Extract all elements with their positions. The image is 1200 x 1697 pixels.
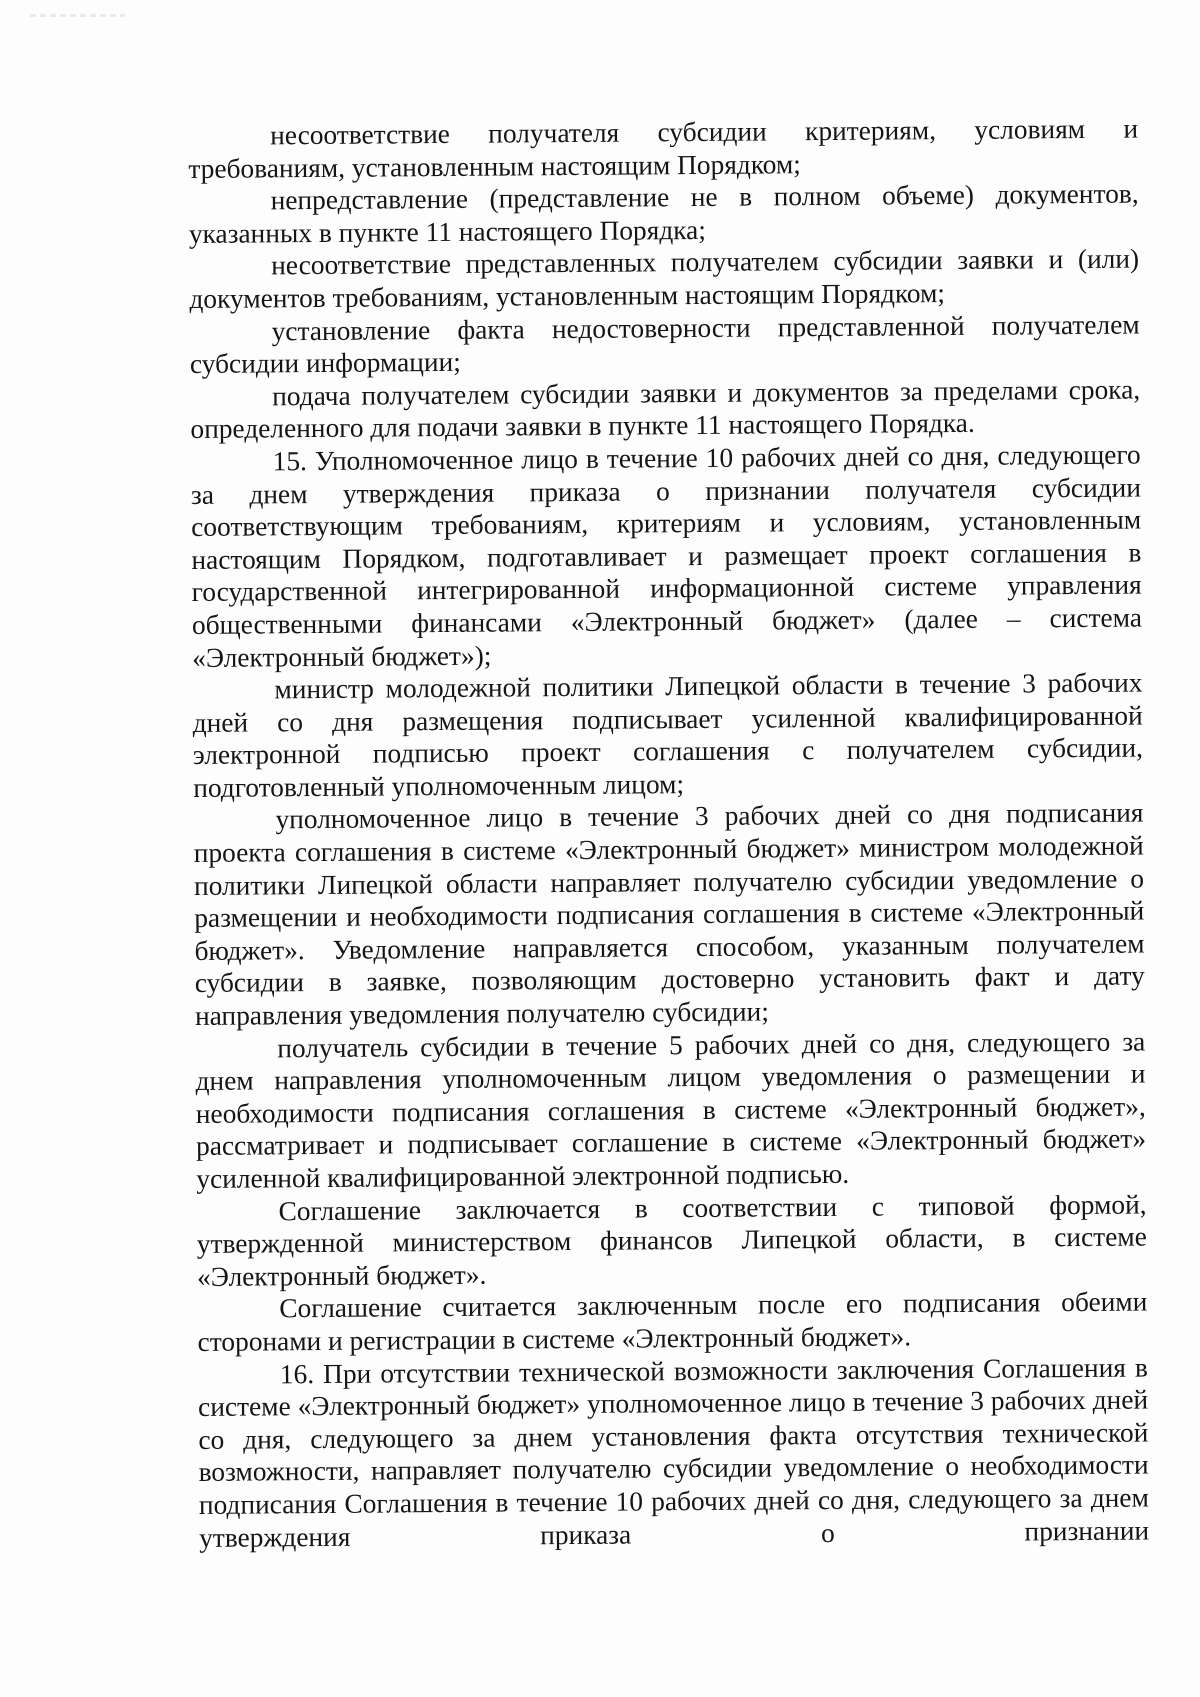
document-body [188,113,1149,1555]
paragraph: 15. Уполномоченное лицо в течение 10 рабочих дней со дня, следующего за днем утверждения приказа о признании получателя субсидии соответствующим требованиям, критериям и условиям, установленным настоящим Порядком, подготавливает и размещает проект соглашения в государственной интегрированной информационной системе управления общественными финансами «Электронный бюджет» (далее – система «Электронный бюджет»); [190,439,1143,673]
paragraph: непредставление (представление не в полном объеме) документов, указанных в пункте 11 настоящего Порядка; [188,178,1139,249]
paragraph: министр молодежной политики Липецкой области в течение 3 рабочих дней со дня размещения подписывает усиленной квалифицированной электронной подписью проект соглашения с получателем субсидии, подготовленный уполномоченным лицом; [192,667,1144,803]
paragraph: уполномоченное лицо в течение 3 рабочих дней со дня подписания проекта соглашения в системе «Электронный бюджет» министром молодежной политики Липецкой области направляет получателю субсидии уведомление о размещении и необходимости подписания соглашения в системе «Электронный бюджет». Уведомление направляется способом, указанным получателем субсидии в заявке, позволяющим достоверно установить факт и дату направления уведомления получателю субсидии; [193,797,1145,1032]
paragraph: получатель субсидии в течение 5 рабочих дней со дня, следующего за днем направления уполномоченным лицом уведомления о размещении и необходимости подписания соглашения в системе «Электронный бюджет», рассматривает и подписывает соглашение в системе «Электронный бюджет» усиленной квалифицированной электронной подписью. [195,1026,1147,1194]
paragraph: несоответствие представленных получателем субсидии заявки и (или) документов требованиям, установленным настоящим Порядком; [189,243,1140,314]
paragraph: установление факта недостоверности представленной получателем субсидии информации; [189,309,1140,380]
paragraph: Соглашение заключается в соответствии с типовой формой, утвержденной министерством финансов Липецкой области, в системе «Электронный бюджет». [196,1189,1147,1292]
paragraph: Соглашение считается заключенным после его подписания обеими сторонами и регистрации в системе «Электронный бюджет». [197,1286,1148,1357]
paragraph: 16. При отсутствии технической возможности заключения Соглашения в системе «Электронный бюджет» уполномоченное лицо в течение 3 рабочих дней со дня, следующего за днем установления факта отсутствия технической возможности, направляет получателю субсидии уведомление о необходимости подписания Соглашения в течение 10 рабочих дней со дня, следующего за днем утверждения приказа о признании [197,1352,1150,1553]
scan-artifact [30,14,125,17]
paragraph: подача получателем субсидии заявки и документов за пределами срока, определенного для подачи заявки в пункте 11 настоящего Порядка. [190,374,1141,445]
paragraph: несоответствие получателя субсидии критериям, условиям и требованиям, установленным настоящим Порядком; [188,113,1139,184]
